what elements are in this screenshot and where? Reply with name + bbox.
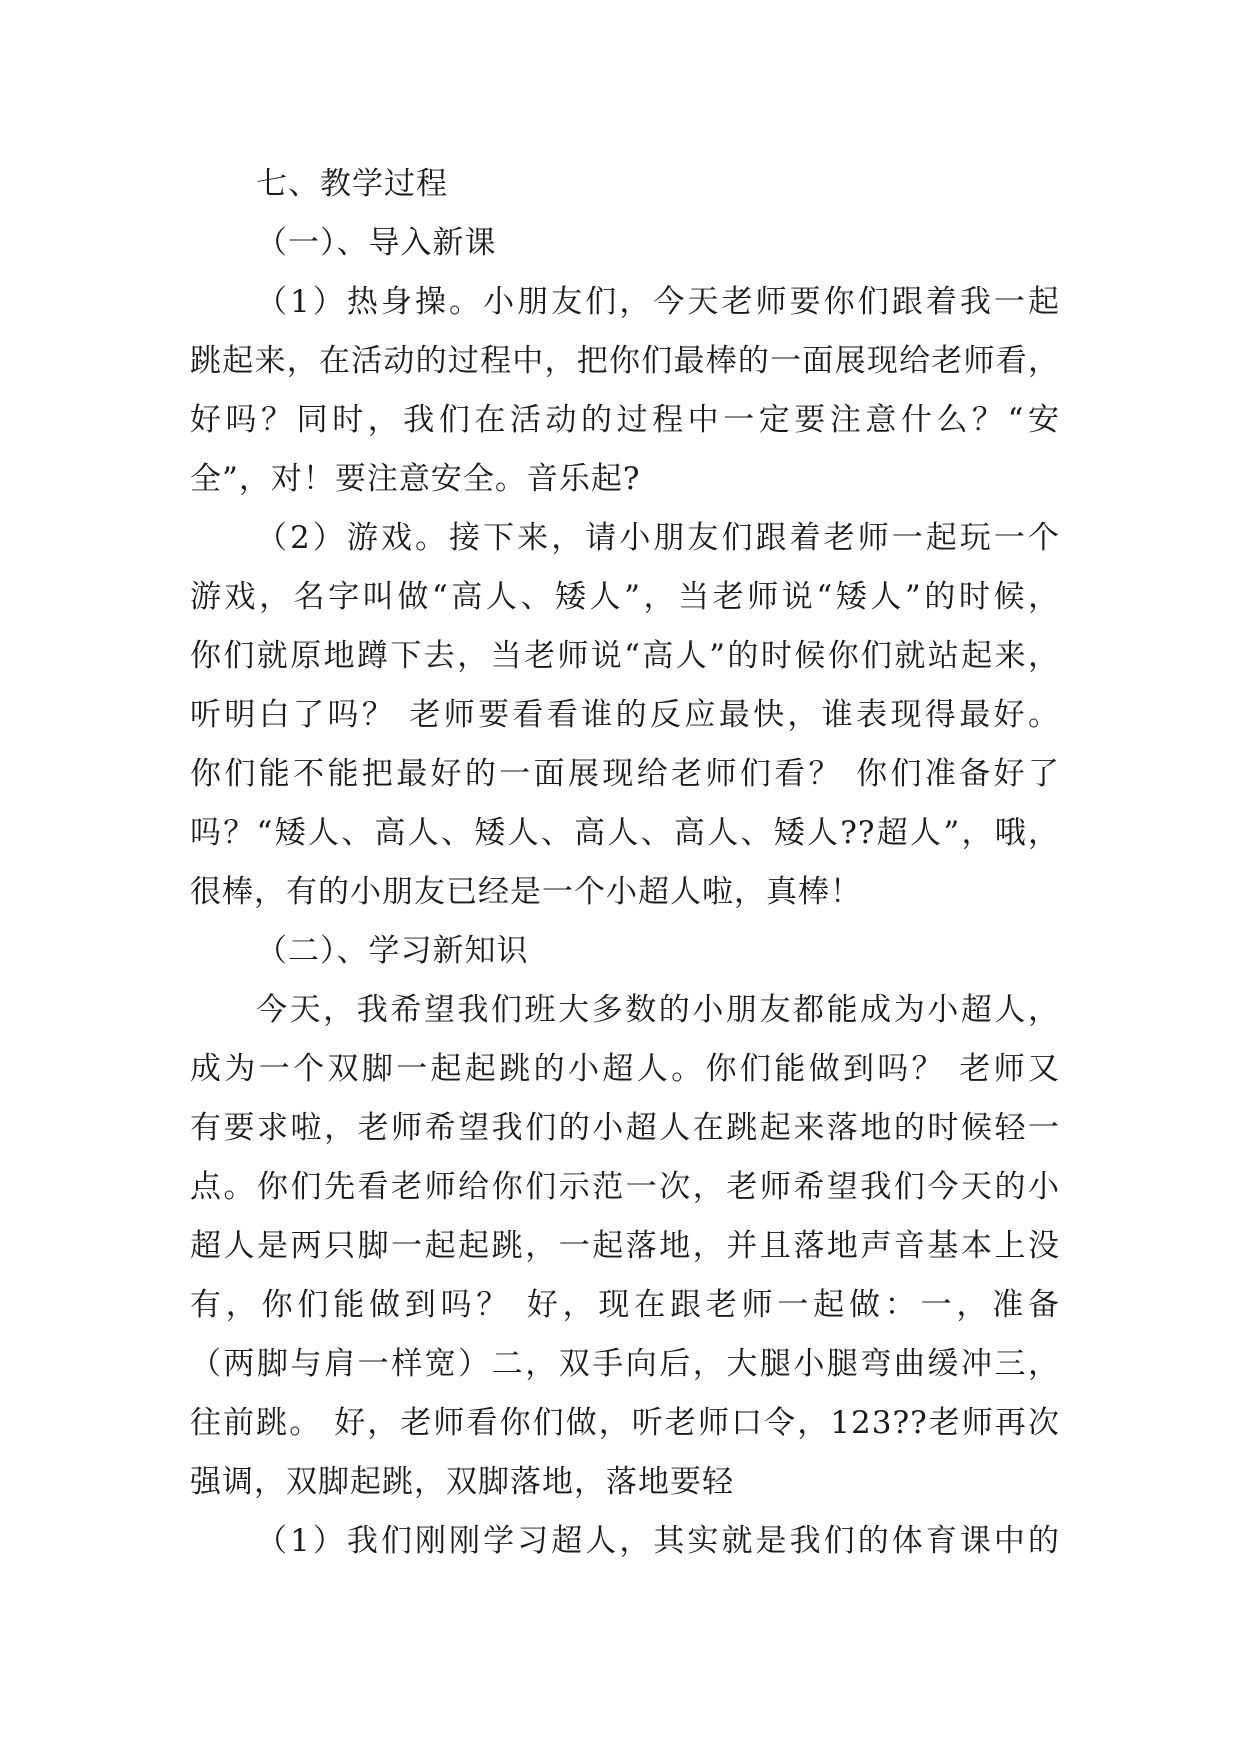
paragraph-line: 你们就原地蹲下去，当老师说“高人”的时候你们就站起来， bbox=[190, 638, 1060, 674]
paragraph-line: 好吗？同时，我们在活动的过程中一定要注意什么？“安 bbox=[190, 402, 1060, 438]
paragraph-line: 今天，我希望我们班大多数的小朋友都能成为小超人， bbox=[256, 992, 1060, 1028]
paragraph-line: 点。你们先看老师给你们示范一次，老师希望我们今天的小 bbox=[190, 1169, 1060, 1205]
paragraph-line: 有要求啦，老师希望我们的小超人在跳起来落地的时候轻一 bbox=[190, 1110, 1060, 1146]
paragraph-line: （2）游戏。接下来，请小朋友们跟着老师一起玩一个 bbox=[256, 520, 1060, 556]
paragraph-line: 有，你们能做到吗？ 好，现在跟老师一起做：一，准备 bbox=[190, 1287, 1060, 1323]
paragraph-line: 很棒，有的小朋友已经是一个小超人啦，真棒！ bbox=[190, 874, 862, 910]
paragraph-line: 听明白了吗？ 老师要看看谁的反应最快，谁表现得最好。 bbox=[190, 697, 1060, 733]
paragraph-line: 强调，双脚起跳，双脚落地，落地要轻 bbox=[190, 1464, 734, 1500]
subsection-heading: （一）、导入新课 bbox=[256, 225, 497, 261]
paragraph-line: 游戏，名字叫做“高人、矮人”，当老师说“矮人”的时候， bbox=[190, 579, 1060, 615]
paragraph-line: 跳起来，在活动的过程中，把你们最棒的一面展现给老师看， bbox=[190, 343, 1060, 379]
paragraph-line: 成为一个双脚一起起跳的小超人。你们能做到吗？ 老师又 bbox=[190, 1051, 1060, 1087]
body-text bbox=[190, 155, 1060, 1571]
paragraph-line: 吗？“矮人、高人、矮人、高人、高人、矮人??超人”，哦， bbox=[190, 815, 1060, 851]
subsection-heading: （二）、学习新知识 bbox=[256, 933, 529, 969]
paragraph-line: 往前跳。 好，老师看你们做，听老师口令，123??老师再次 bbox=[190, 1405, 1060, 1441]
paragraph-line: 全”，对！要注意安全。音乐起? bbox=[190, 461, 641, 497]
paragraph-line: 超人是两只脚一起起跳，一起落地，并且落地声音基本上没 bbox=[190, 1228, 1060, 1264]
paragraph-line: （两脚与肩一样宽）二，双手向后，大腿小腿弯曲缓冲三， bbox=[190, 1346, 1060, 1382]
paragraph-line: 你们能不能把最好的一面展现给老师们看？ 你们准备好了 bbox=[190, 756, 1060, 792]
paragraph-line: （1）热身操。小朋友们，今天老师要你们跟着我一起 bbox=[256, 284, 1060, 320]
paragraph-line: （1）我们刚刚学习超人，其实就是我们的体育课中的 bbox=[256, 1523, 1060, 1559]
section-heading: 七、教学过程 bbox=[256, 166, 448, 202]
